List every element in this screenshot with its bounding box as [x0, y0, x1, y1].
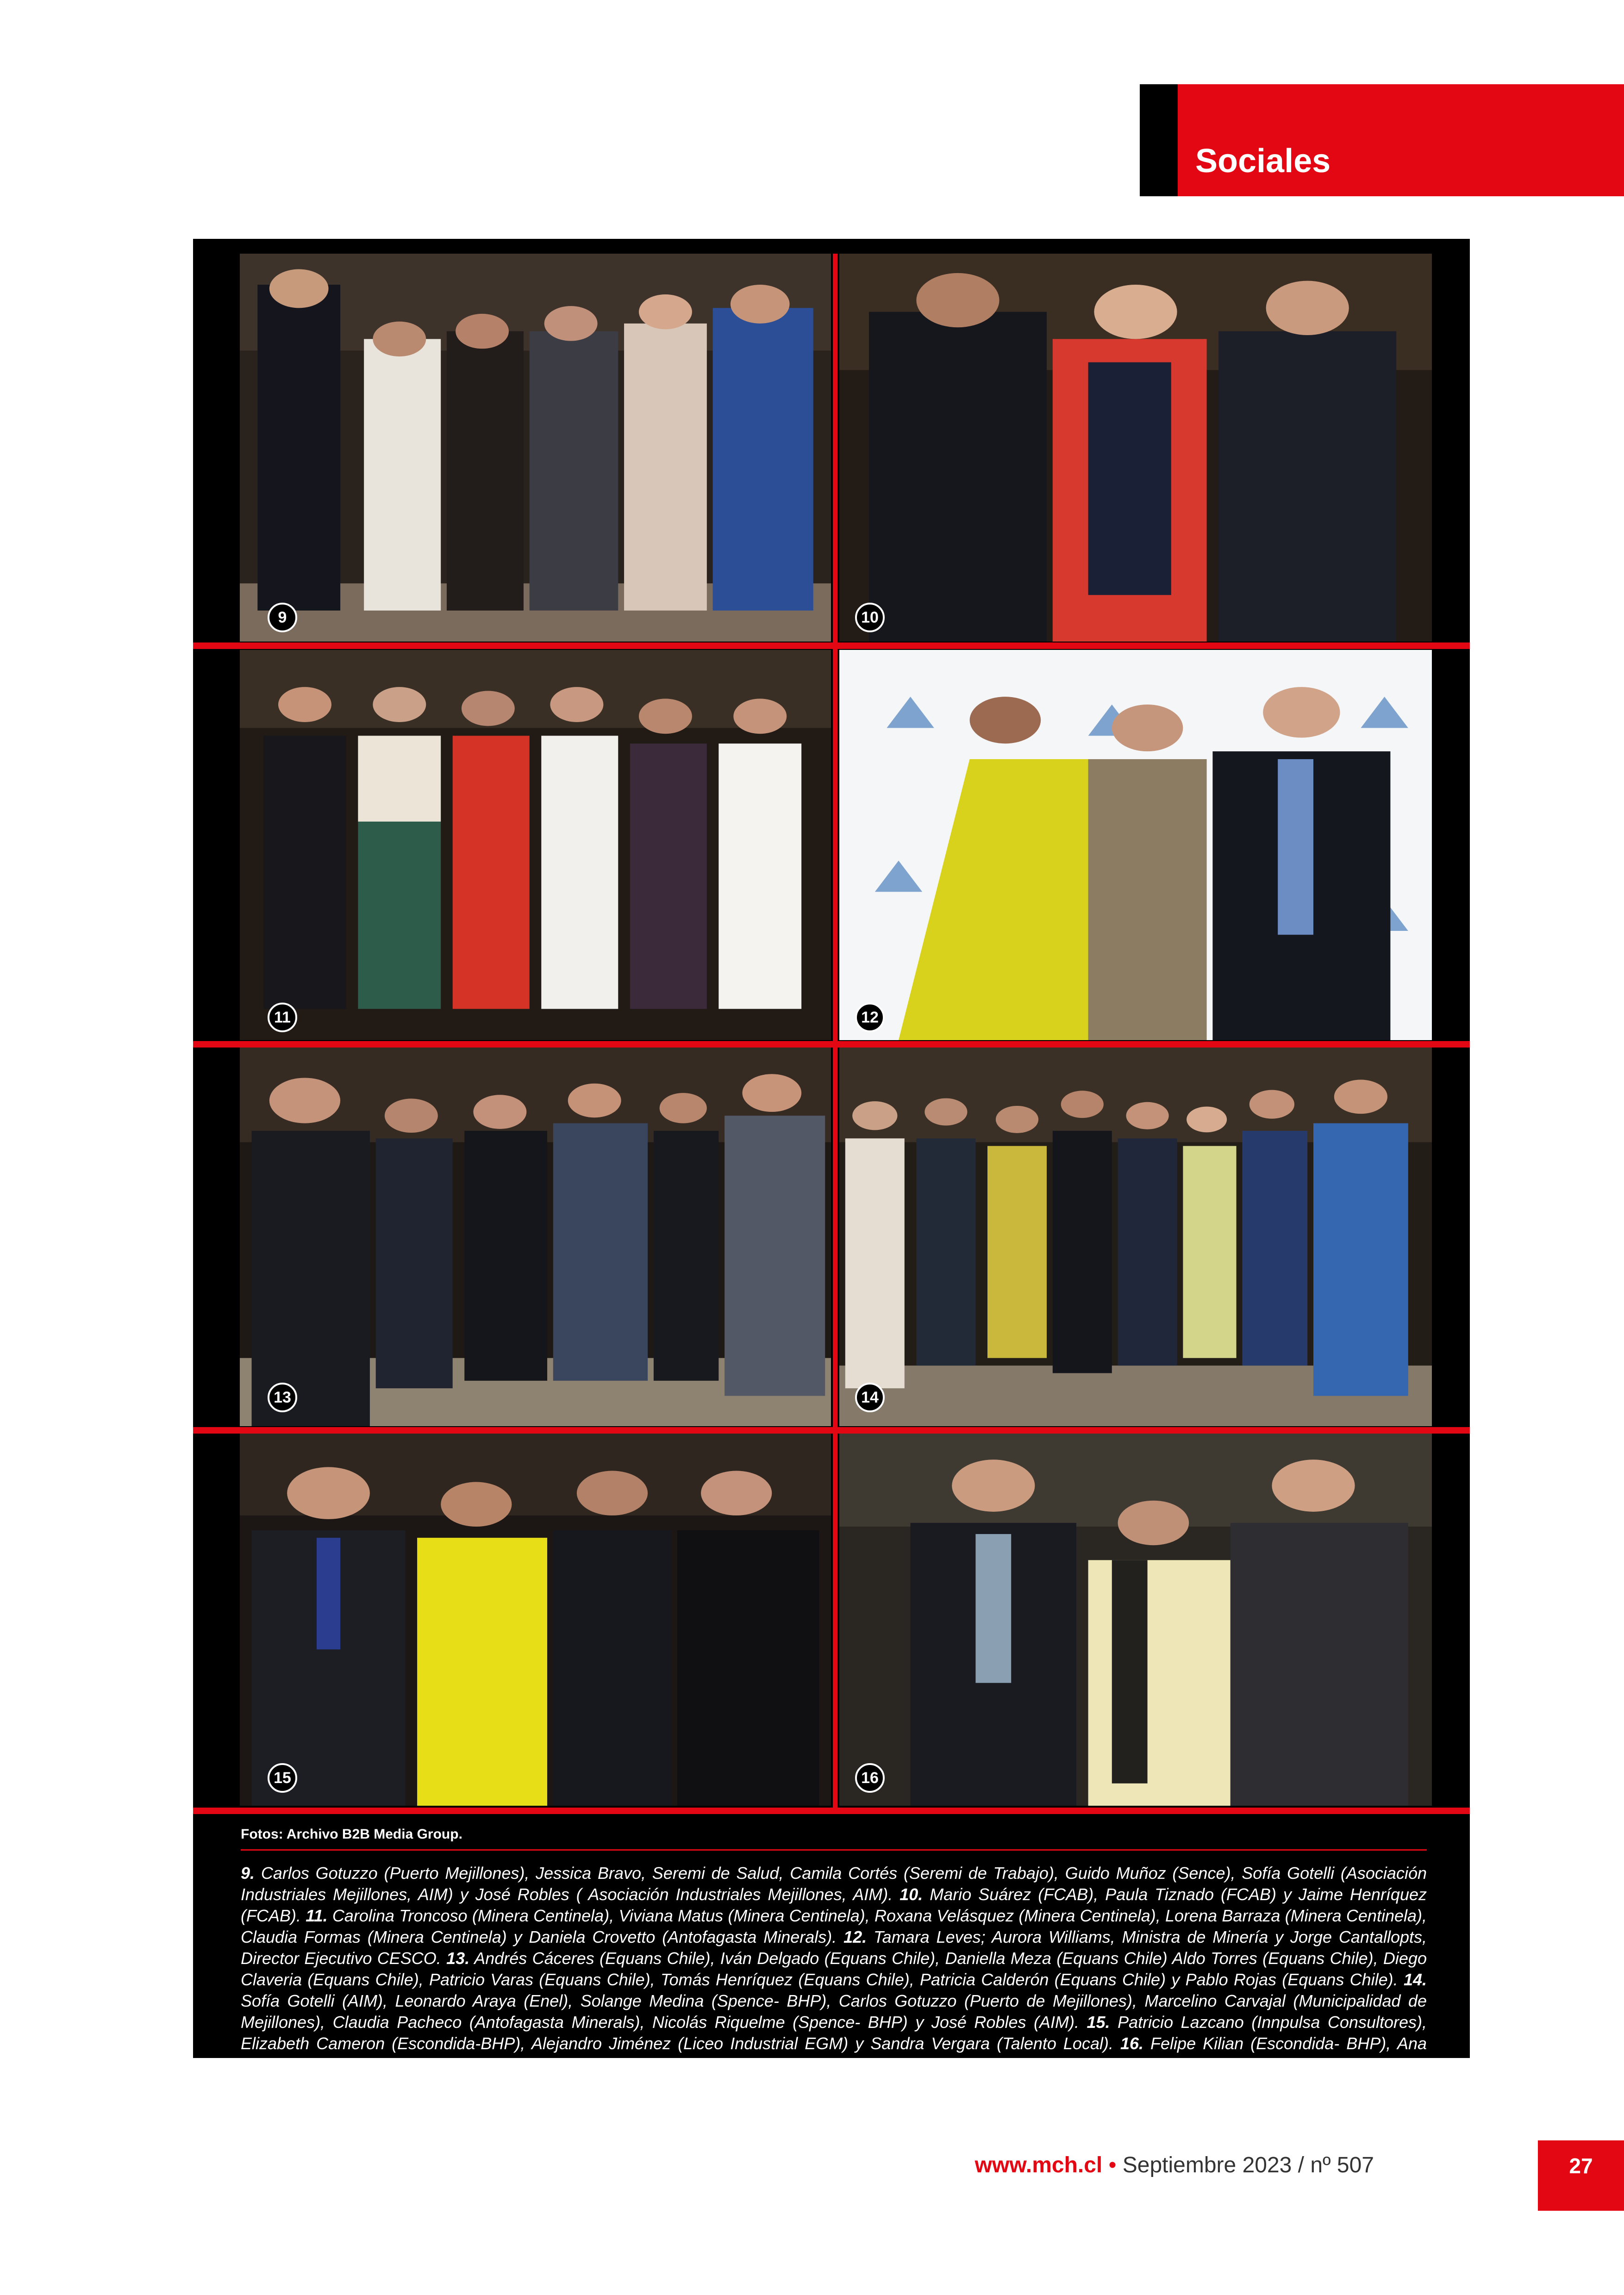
photo-15 — [240, 1434, 831, 1806]
photo-number-badge: 15 — [268, 1763, 297, 1793]
photo-divider — [193, 1427, 1470, 1434]
photo-9 — [240, 254, 831, 642]
photo-16-image — [839, 1434, 1432, 1806]
photo-number-badge: 10 — [855, 603, 885, 632]
photo-13-image — [240, 1048, 831, 1426]
caption-number: 9. — [241, 1864, 255, 1883]
photo-10 — [839, 254, 1432, 642]
photo-number-badge: 16 — [855, 1763, 885, 1793]
photo-16 — [839, 1434, 1432, 1806]
caption-rule — [241, 1849, 1427, 1851]
issue-info: Septiembre 2023 / nº 507 — [1122, 2153, 1374, 2177]
caption-names: Andrés Cáceres (Equans Chile), Iván Delgado (Equans Chile), Daniella Meza (Equans Chile) Aldo Torres (Equans Chile), Diego Claveria (Equans Chile), Patricio Varas (Equans Chile), Tomás Henríquez (Equans Chile), Patricia Calderón (Equans Chile) y Pablo Rojas (Equans Chile). — [241, 1949, 1427, 1989]
photo-credit: Fotos: Archivo B2B Media Group. — [241, 1827, 462, 1842]
section-tab — [1140, 84, 1624, 196]
photo-12 — [839, 650, 1432, 1040]
caption-number: 13. — [446, 1949, 470, 1968]
photo-10-image — [839, 254, 1432, 642]
photo-divider — [193, 1041, 1470, 1048]
website-link[interactable]: www.mch.cl — [974, 2153, 1103, 2177]
photo-divider — [193, 1808, 1470, 1814]
caption-number: 15. — [1087, 2013, 1110, 2032]
photo-number-badge: 13 — [268, 1383, 297, 1412]
photo-number-badge: 14 — [855, 1383, 885, 1412]
caption-number: 11. — [306, 1906, 328, 1925]
caption-names: Sofía Gotelli (AIM), Leonardo Araya (Enel), Solange Medina (Spence- BHP), Carlos Gotuzzo (Puerto de Mejillones), Marcelino Carvajal (Municipalidad de Mejillones), Claudia Pacheco (Antofagasta Minerals), Nicolás Riquelme (Spence- BHP) y José Robles (AIM). — [241, 1991, 1427, 2032]
caption-names: Carlos Gotuzzo (Puerto Mejillones), Jessica Bravo, Seremi de Salud, Camila Cortés (Seremi de Trabajo), Guido Muñoz (Sence), Sofía Gotelli (Asociación Industriales Mejillones, AIM) y José Robles ( Asociación Industriales Mejillones, AIM). — [241, 1864, 1427, 1904]
photo-13 — [240, 1048, 831, 1426]
photo-12-image — [839, 650, 1432, 1040]
photo-11-image — [240, 650, 831, 1040]
caption-names: Tamara Leves; Aurora Williams, Ministra de Minería y Jorge Cantallopts, Director Ejecutivo CESCO. — [241, 1927, 1427, 1968]
photo-number-badge: 9 — [268, 603, 297, 632]
page-number-box — [1538, 2140, 1624, 2211]
photo-9-image — [240, 254, 831, 642]
photo-number-badge: 12 — [855, 1003, 885, 1032]
caption-names: Patricio Lazcano (Innpulsa Consultores), Elizabeth Cameron (Escondida-BHP), Alejandro Jiménez (Liceo Industrial EGM) y Sandra Vergara (Talento Local). — [241, 2013, 1427, 2053]
footer-separator: • — [1108, 2153, 1117, 2177]
caption-number: 12. — [843, 1927, 867, 1946]
photo-divider — [193, 642, 1470, 649]
page-footer — [975, 2152, 1374, 2178]
caption-number: 16. — [1120, 2034, 1144, 2053]
photo-14 — [839, 1048, 1432, 1426]
photo-number-badge: 11 — [268, 1003, 297, 1032]
photo-divider — [833, 254, 837, 1808]
caption-number: 14. — [1403, 1970, 1427, 1989]
page-number: 27 — [1569, 2154, 1593, 2178]
caption-names: Mario Suárez (FCAB), Paula Tiznado (FCAB) y Jaime Henríquez (FCAB). — [241, 1885, 1427, 1925]
photo-15-image — [240, 1434, 831, 1806]
caption-text — [241, 1863, 1427, 2076]
caption-names: Carolina Troncoso (Minera Centinela), Viviana Matus (Minera Centinela), Roxana Velásquez (Minera Centinela), Lorena Barraza (Minera Centinela), Claudia Formas (Minera Centinela) y Daniela Crovetto (Antofagasta Minerals). — [241, 1906, 1427, 1946]
photo-14-image — [839, 1048, 1432, 1426]
caption-number: 10. — [899, 1885, 923, 1904]
caption-names: Felipe Kilian (Escondida- BHP), Ana Salazar (WIM Chile) y Cristian Barrientos (Minera HMC SA.). — [241, 2034, 1427, 2074]
photo-11 — [240, 650, 831, 1040]
section-label: Sociales — [1195, 143, 1331, 180]
section-tab-black-stripe — [1140, 84, 1178, 196]
